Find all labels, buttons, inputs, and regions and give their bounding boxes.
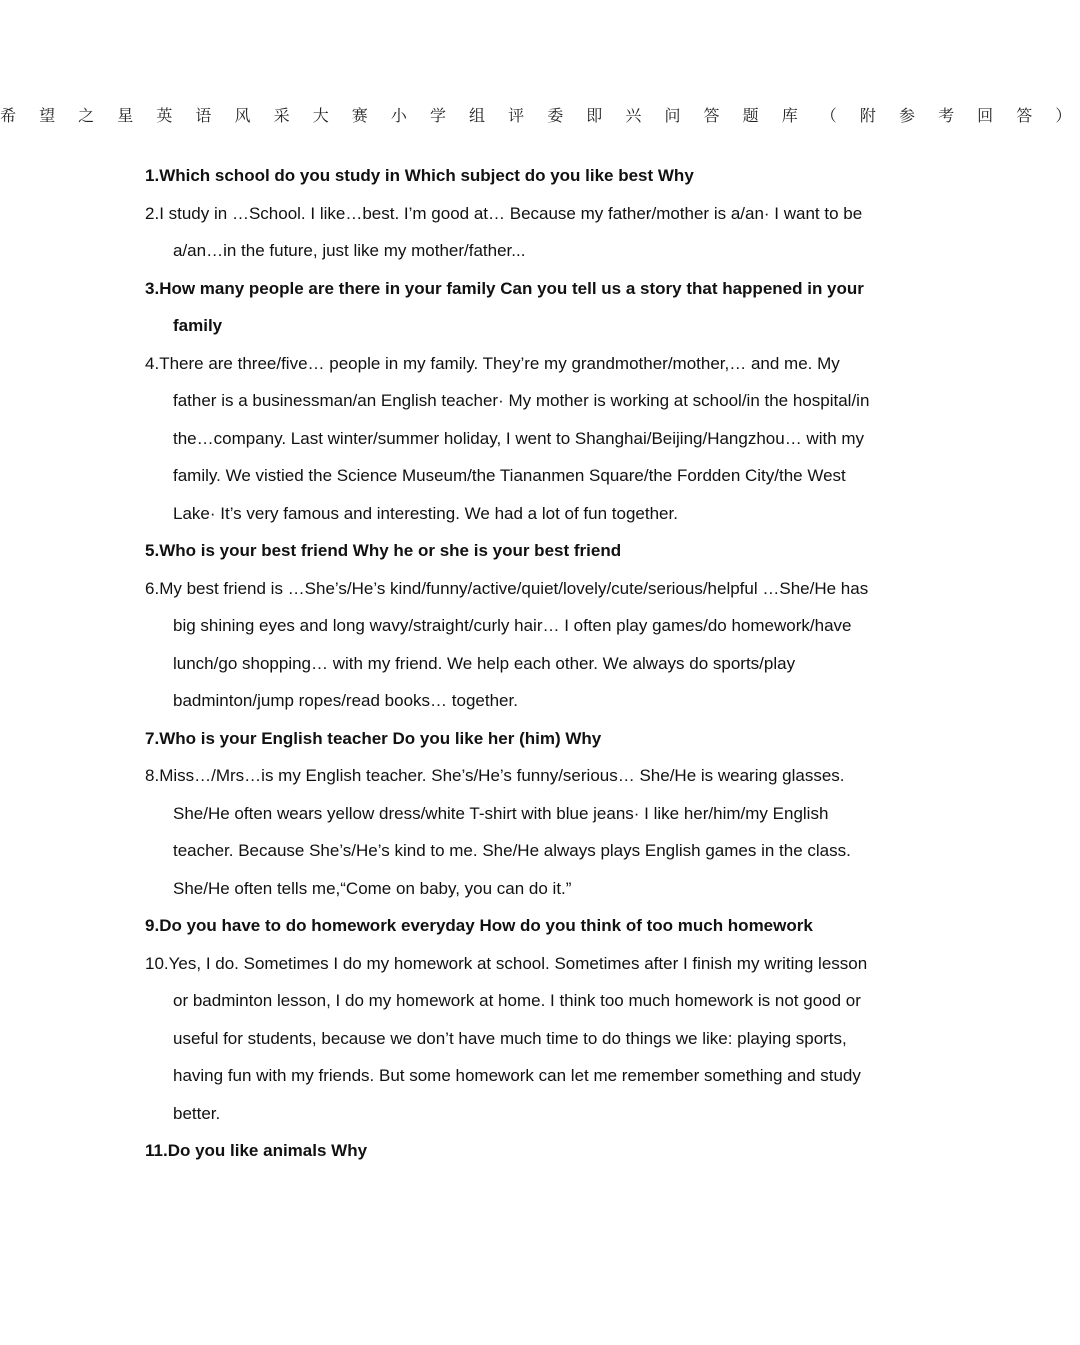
answer-item (145, 757, 875, 907)
answer-text: Yes, I do. Sometimes I do my homework at school. Sometimes after I finish my writing lesson or badminton lesson, I do my homework at home. I think too much homework is not good or useful for students, because we don’t have much time to do things we like: playing sports, having fun with my friends. But some homework can let me remember something and study better. (168, 953, 868, 1123)
answer-text: My best friend is …She’s/He’s kind/funny/active/quiet/lovely/cute/serious/helpful …She/He has big shining eyes and long wavy/straight/curly hair… I often play games/do homework/have lunch/go shopping… with my friend. We help each other. We always do sports/play badminton/jump ropes/read books… together. (159, 578, 869, 710)
answer-text: Miss…/Mrs…is my English teacher. She’s/He’s funny/serious… She/He is wearing glasses. She/He often wears yellow dress/white T-shirt with blue jeans· I like her/him/my English teacher. Because She’s/He’s kind to me. She/He always plays English games in the class. She/He often tells me,“Come on baby, you can do it.” (159, 766, 851, 898)
question-text: Do you like animals Why (167, 1141, 368, 1160)
question-text: Do you have to do homework everyday How do you think of too much homework (159, 916, 813, 935)
question-text: Who is your best friend Why he or she is your best friend (159, 541, 622, 560)
question-text: How many people are there in your family Can you tell us a story that happened in your family (159, 278, 864, 335)
item-number: 7. (145, 728, 160, 748)
question-item (145, 157, 875, 195)
question-item (145, 907, 875, 945)
question-item (145, 532, 875, 570)
item-number: 5. (145, 541, 160, 560)
question-item (145, 1132, 875, 1170)
item-number: 8. (145, 766, 160, 785)
qa-list (145, 157, 875, 1170)
item-number: 4. (145, 353, 160, 373)
answer-item (145, 945, 875, 1133)
question-item (145, 270, 875, 345)
answer-text: I study in …School. I like…best. I’m good at… Because my father/mother is a/an· I want to be a/an…in the future, just like my mother/father... (159, 203, 863, 260)
question-text: Who is your English teacher Do you like her (him) Why (159, 728, 602, 748)
item-number: 11. (145, 1141, 168, 1160)
question-item (145, 720, 875, 758)
answer-item (145, 195, 875, 270)
item-number: 2. (145, 203, 160, 223)
answer-item (145, 345, 875, 533)
answer-text: There are three/five… people in my family. They’re my grandmother/mother,… and me. My father is a businessman/an English teacher· My mother is working at school/in the hospital/in the…company. Last winter/summer holiday, I went to Shanghai/Beijing/Hangzhou… with my family. We vistied the Science Museum/the Tiananmen Square/the Fordden City/the West Lake· It’s very famous and interesting. We had a lot of fun together. (159, 353, 870, 523)
item-number: 10. (145, 953, 169, 973)
item-number: 3. (145, 278, 160, 298)
item-number: 6. (145, 578, 160, 598)
document-title: 希 望 之 星 英 语 风 采 大 赛 小 学 组 评 委 即 兴 问 答 题 库 （ 附 参 考 回 答 ） (0, 106, 1080, 125)
question-text: Which school do you study in Which subject do you like best Why (159, 166, 694, 185)
item-number: 9. (145, 916, 160, 935)
item-number: 1. (145, 166, 160, 185)
answer-item (145, 570, 875, 720)
